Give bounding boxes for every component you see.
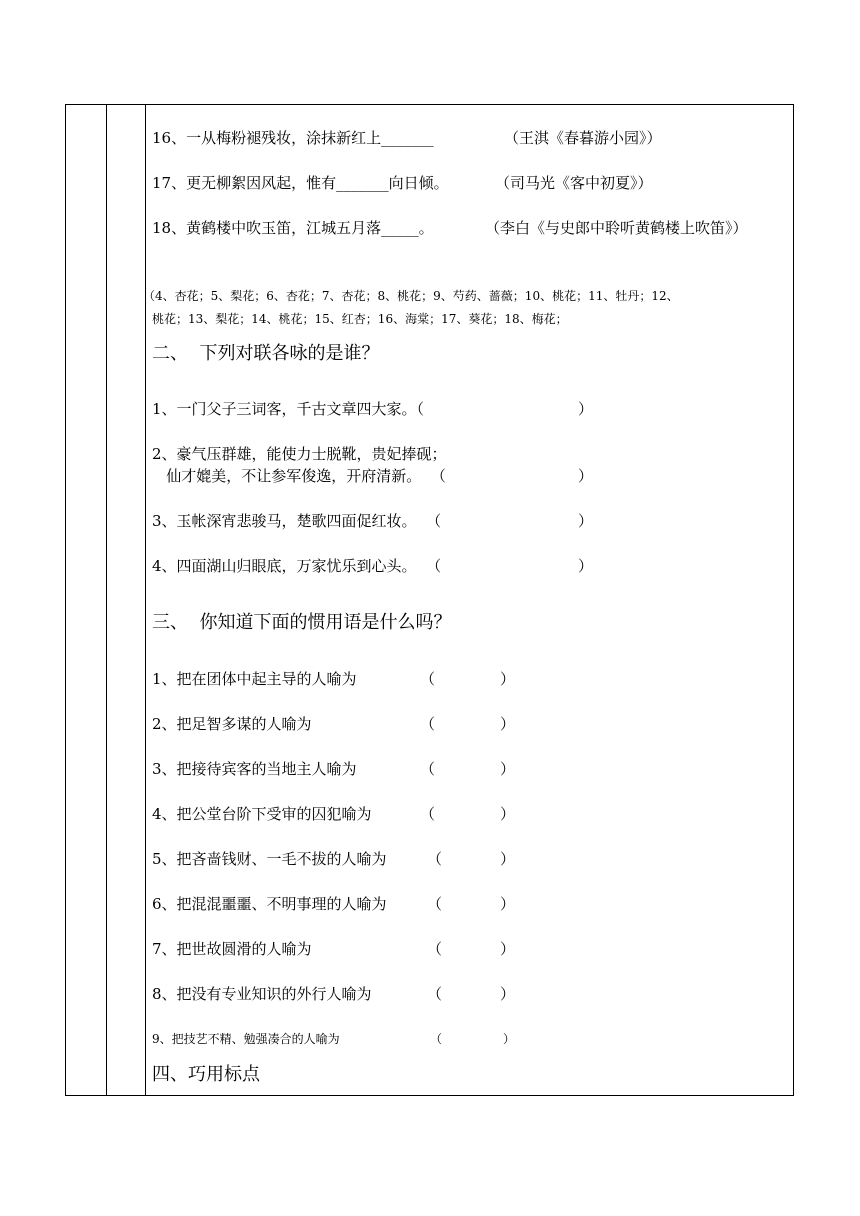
idiom-question: 6、把混混噩噩、不明事理的人喻为 [152,895,387,913]
column-divider [106,105,107,1095]
answer-bracket-close: ） [500,985,516,1003]
idiom-question: 5、把吝啬钱财、一毛不拔的人喻为 [152,850,387,868]
answer-bracket-open: （ [427,895,443,913]
answer-bracket-close: ） [578,557,594,575]
answer-bracket-close: ） [500,850,516,868]
answer-bracket-open: （ [420,670,436,688]
answer-bracket-close: ） [500,760,516,778]
answer-bracket-close: ） [578,400,594,418]
idiom-question: 1、把在团体中起主导的人喻为 [152,670,357,688]
poem-source: （王淇《春暮游小园》） [504,129,662,147]
poem-line: 17、更无柳絮因风起，惟有_______向日倾。 [152,174,449,192]
answer-bracket-close: ） [578,467,594,485]
answer-bracket-open: （ [420,715,436,733]
couplet-question: 2、豪气压群雄，能使力士脱靴，贵妃捧砚； [152,445,447,463]
answer-bracket-close: ） [500,715,516,733]
answer-bracket-close: ） [503,1032,516,1046]
couplet-question: 1、一门父子三词客，千古文章四大家。（ [152,400,425,418]
idiom-question: 4、把公堂台阶下受审的囚犯喻为 [152,805,372,823]
answer-bracket-open: （ [420,805,436,823]
couplet-question: 4、四面湖山归眼底，万家忧乐到心头。 （ [152,557,442,575]
answer-bracket-close: ） [500,805,516,823]
poem-line: 18、黄鹤楼中吹玉笛，江城五月落_____。 [152,219,434,237]
poem-source: （李白《与史郎中聆听黄鹤楼上吹笛》） [485,219,748,237]
answer-bracket-open: （ [430,1032,443,1046]
answer-bracket-open: （ [427,850,443,868]
poem-source: （司马光《客中初夏》） [495,174,653,192]
idiom-question: 7、把世故圆滑的人喻为 [152,940,312,958]
answer-key-line: 桃花；13、梨花；14、桃花；15、红杏；16、海棠；17、葵花；18、梅花； [152,312,568,326]
answer-bracket-open: （ [420,760,436,778]
answer-bracket-close: ） [500,940,516,958]
idiom-question: 8、把没有专业知识的外行人喻为 [152,985,372,1003]
answer-bracket-close: ） [500,670,516,688]
section-4-heading: 四、巧用标点 [152,1064,260,1085]
section-2-heading: 二、 下列对联各咏的是谁？ [152,343,380,364]
idiom-question: 2、把足智多谋的人喻为 [152,715,312,733]
poem-line: 16、一从梅粉褪残妆，涂抹新红上_______ [152,129,434,147]
answer-bracket-open: （ [427,985,443,1003]
idiom-question: 3、把接待宾客的当地主人喻为 [152,760,357,778]
idiom-question: 9、把技艺不精、勉强凑合的人喻为 [152,1032,340,1046]
couplet-question: 3、玉帐深宵悲骏马，楚歌四面促红妆。 （ [152,512,442,530]
answer-bracket-open: （ [427,940,443,958]
column-divider [145,105,146,1095]
couplet-question: 仙才媲美，不让参军俊逸，开府清新。 （ [152,467,446,485]
answer-key-line: （4、杏花；5、梨花；6、杏花；7、杏花；8、桃花；9、芍药、蔷薇；10、桃花；11、牡丹；12、 [143,289,679,303]
answer-bracket-close: ） [578,512,594,530]
section-3-heading: 三、 你知道下面的惯用语是什么吗？ [152,612,452,633]
answer-bracket-close: ） [500,895,516,913]
